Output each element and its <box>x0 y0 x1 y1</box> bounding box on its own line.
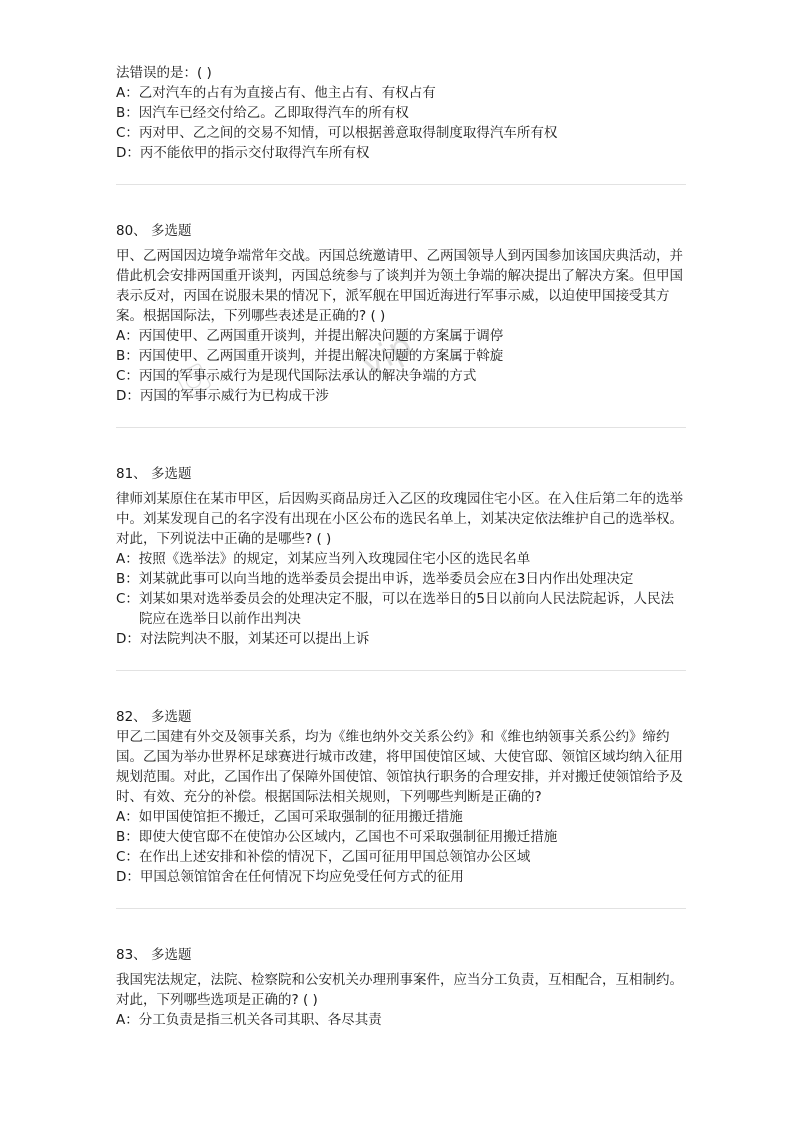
option-a <box>116 1010 686 1030</box>
option-text: 丙国的军事示威行为已构成干涉 <box>139 388 329 404</box>
option-text: 如甲国使馆拒不搬迁，乙国可采取强制的征用搬迁措施 <box>138 809 463 825</box>
question-81 <box>116 464 686 649</box>
question-stem: 甲乙二国建有外交及领事关系，均为《维也纳外交关系公约》和《维也纳领事关系公约》缔约国。乙国为举办世界杯足球赛进行城市改建，将甲国使馆区域、大使官邸、领馆区域均纳入征用规划范围。对此，乙国作出了保障外国使馆、领馆执行职务的合理安排，并对搬迁使领馆给予及时、有效、充分的补偿。根据国际法相关规则，下列哪些判断是正确的? <box>116 729 683 805</box>
question-stem: 甲、乙两国因边境争端常年交战。丙国总统邀请甲、乙两国领导人到丙国参加该国庆典活动，并借此机会安排两国重开谈判，丙国总统参与了谈判并为领土争端的解决提出了解决方案。但甲国表示反对，丙国在说服未果的情况下，派军舰在甲国近海进行军事示威，以迫使甲国接受其方案。根据国际法，下列哪些表述是正确的? ( ) <box>116 248 683 324</box>
question-number: 80、 <box>116 223 147 239</box>
option-text: 按照《选举法》的规定，刘某应当列入玫瑰园住宅小区的选民名单 <box>138 551 531 567</box>
option-b <box>116 346 686 366</box>
option-text: 在作出上述安排和补偿的情况下，乙国可征用甲国总领馆办公区域 <box>138 849 531 865</box>
watermark-glyph: .vip <box>345 325 419 390</box>
option-letter: A： <box>116 328 139 344</box>
option-text: 刘某如果对选举委员会的处理决定不服，可以在选举日的5日以前向人民法院起诉，人民法院应在选举日以前作出判决 <box>138 591 675 627</box>
option-letter: D： <box>116 631 140 647</box>
option-text: 乙对汽车的占有为直接占有、他主占有、有权占有 <box>138 85 436 101</box>
divider <box>116 670 686 671</box>
option-letter: A： <box>116 809 139 825</box>
option-letter: D： <box>116 145 140 161</box>
option-b <box>116 103 686 123</box>
divider <box>116 908 686 909</box>
question-type: 多选题 <box>150 223 192 239</box>
option-a <box>116 83 686 103</box>
question-number: 83、 <box>116 947 147 963</box>
option-letter: D： <box>116 869 140 885</box>
question-header <box>116 945 686 965</box>
option-letter: C： <box>116 591 139 607</box>
option-c <box>116 589 686 629</box>
option-d <box>116 629 686 649</box>
question-82 <box>116 707 686 887</box>
option-text: 分工负责是指三机关各司其职、各尽其责 <box>138 1012 382 1028</box>
option-text: 丙不能依甲的指示交付取得汽车所有权 <box>139 145 370 161</box>
option-text: 丙对甲、乙之间的交易不知情，可以根据善意取得制度取得汽车所有权 <box>138 125 558 141</box>
question-type: 多选题 <box>150 466 192 482</box>
option-letter: B： <box>116 571 139 587</box>
option-text: 刘某就此事可以向当地的选举委员会提出申诉，选举委员会应在3日内作出处理决定 <box>138 571 634 587</box>
option-letter: D： <box>116 388 140 404</box>
document-page <box>116 58 686 1030</box>
option-letter: A： <box>116 85 139 101</box>
option-a <box>116 549 686 569</box>
option-b <box>116 827 686 847</box>
option-a <box>116 326 686 346</box>
option-text: 对法院判决不服，刘某还可以提出上诉 <box>139 631 370 647</box>
option-a <box>116 807 686 827</box>
option-text: 丙国使甲、乙两国重开谈判，并提出解决问题的方案属于斡旋 <box>138 348 504 364</box>
question-header <box>116 707 686 727</box>
question-type: 多选题 <box>150 947 192 963</box>
divider <box>116 427 686 428</box>
option-b <box>116 569 686 589</box>
option-d <box>116 867 686 887</box>
question-83 <box>116 945 686 1030</box>
divider <box>116 184 686 185</box>
option-d <box>116 143 686 163</box>
question-stem: 我国宪法规定，法院、检察院和公安机关办理刑事案件，应当分工负责，互相配合，互相制约。对此，下列哪些选项是正确的? ( ) <box>116 972 683 1008</box>
option-c <box>116 847 686 867</box>
option-letter: B： <box>116 348 139 364</box>
question-80 <box>116 221 686 406</box>
option-letter: A： <box>116 551 139 567</box>
option-text: 甲国总领馆馆舍在任何情况下均应免受任何方式的征用 <box>139 869 464 885</box>
option-letter: A： <box>116 1012 139 1028</box>
question-type: 多选题 <box>150 709 192 725</box>
option-text: 丙国使甲、乙两国重开谈判，并提出解决问题的方案属于调停 <box>138 328 504 344</box>
option-letter: B： <box>116 829 139 845</box>
question-number: 82、 <box>116 709 147 725</box>
option-text: 丙国的军事示威行为是现代国际法承认的解决争端的方式 <box>138 368 477 384</box>
question-stem: 律师刘某原住在某市甲区，后因购买商品房迁入乙区的玫瑰园住宅小区。在入住后第二年的选举中。刘某发现自己的名字没有出现在小区公布的选民名单上，刘某决定依法维护自己的选举权。对此，下列说法中正确的是哪些? ( ) <box>116 491 683 547</box>
option-d <box>116 386 686 406</box>
question-number: 81、 <box>116 466 147 482</box>
question-79-tail <box>116 63 686 163</box>
question-stem: 法错误的是：( ) <box>116 65 212 81</box>
option-letter: B： <box>116 105 139 121</box>
option-text: 即使大使官邸不在使馆办公区域内，乙国也不可采取强制征用搬迁措施 <box>138 829 558 845</box>
option-letter: C： <box>116 368 139 384</box>
option-c <box>116 123 686 143</box>
option-letter: C： <box>116 125 139 141</box>
option-c <box>116 366 686 386</box>
question-header <box>116 464 686 484</box>
question-header <box>116 221 686 241</box>
option-letter: C： <box>116 849 139 865</box>
option-text: 因汽车已经交付给乙。乙即取得汽车的所有权 <box>138 105 409 121</box>
